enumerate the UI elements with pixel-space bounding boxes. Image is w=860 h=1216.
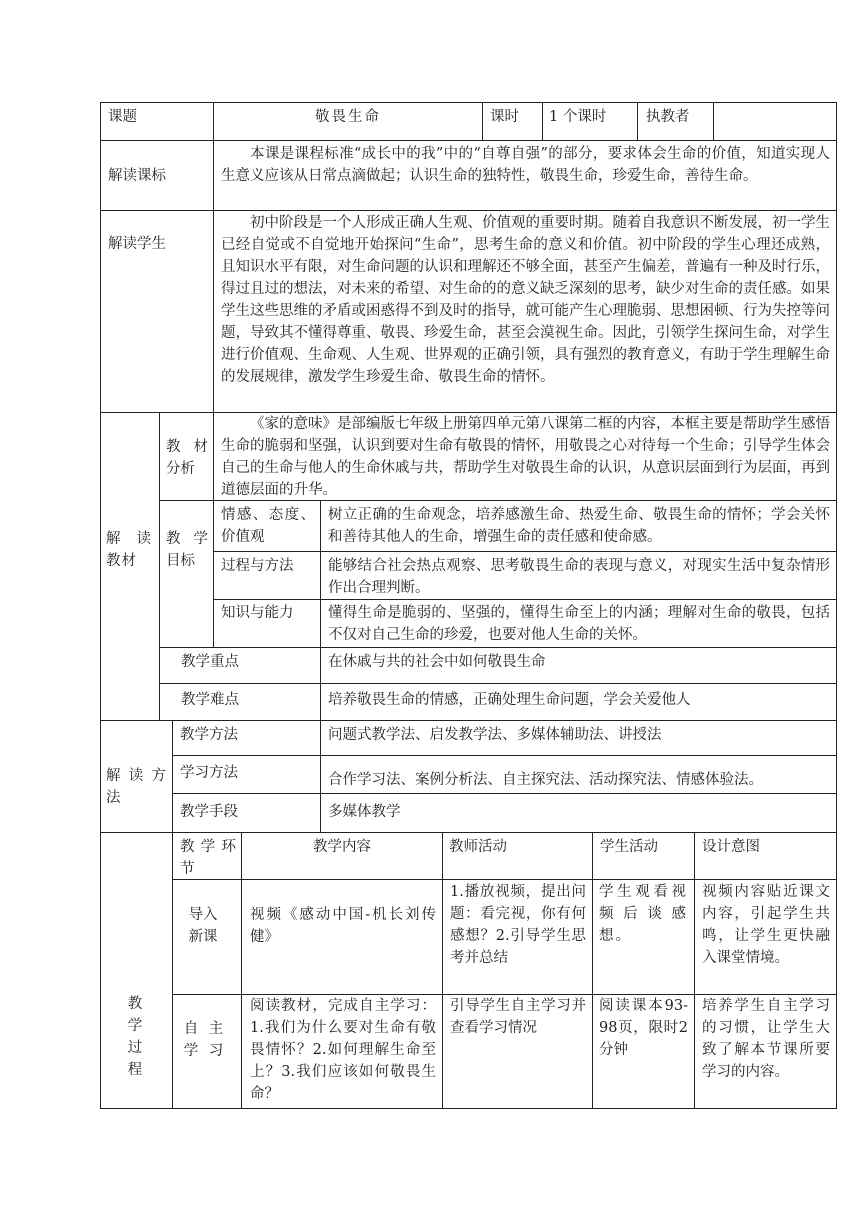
key-label: 教学重点 — [181, 654, 239, 670]
difficult-label: 教学难点 — [181, 692, 239, 708]
students-label: 解读学生 — [108, 236, 166, 252]
method-label: 教学方法 — [180, 727, 238, 743]
method-label: 学习方法 — [180, 765, 238, 781]
analysis-text: 《家的意味》是部编版七年级上册第四单元第八课第二框的内容，本框主要是帮助学生感悟生命的脆弱和坚强，认识到要对生命有敬畏的情怀，用敬畏之心对待每一个生命；引导学生体会自己的生命与他人的生命休戚与共，帮助学生对敬畏生命的认识，从意识层面到行为层面，再到道德层面的升华。 — [221, 416, 830, 498]
hours-label: 课时 — [490, 109, 519, 125]
goals-label: 教 学目标 — [166, 531, 208, 569]
process-header-intent: 设计意图 — [702, 839, 760, 855]
goal-label: 知识与能力 — [221, 605, 294, 621]
process-stage: 自 主学 习 — [183, 1021, 227, 1059]
goal-label: 过程与方法 — [221, 558, 294, 574]
goal-text: 懂得生命是脆弱的、坚强的，懂得生命至上的内涵；理解对生命的敬畏，包括不仅对自己生命的珍爱，也要对他人生命的关怀。 — [328, 605, 830, 643]
key-text: 在休戚与共的社会中如何敬畏生命 — [328, 654, 546, 670]
process-content: 视频《感动中国-机长刘传健》 — [250, 907, 436, 945]
process-stage: 导入新课 — [188, 907, 218, 945]
process-student: 学生观看视频后谈感想。 — [599, 884, 688, 944]
goal-label: 情感、态度、价值观 — [221, 507, 315, 545]
method-label: 教学手段 — [180, 804, 238, 820]
hours-value: 1 个课时 — [549, 109, 607, 125]
process-header-teacher: 教师活动 — [449, 839, 507, 855]
process-teacher: 1.播放视频，提出问题：看完视，你有何感想？2.引导学生思考并总结 — [450, 884, 586, 966]
process-label: 教学过程 — [127, 996, 143, 1078]
process-teacher: 引导学生自主学习并查看学习情况 — [450, 998, 586, 1036]
curriculum-label: 解读课标 — [108, 168, 166, 184]
process-content: 阅读教材，完成自主学习：1.我们为什么要对生命有敬畏情怀？2.如何理解生命至上？3.我们应该如何敬畏生命？ — [250, 998, 436, 1102]
difficult-text: 培养敬畏生命的情感，正确处理生命问题，学会关爱他人 — [328, 692, 691, 708]
students-text: 初中阶段是一个人形成正确人生观、价值观的重要时期。随着自我意识不断发展，初一学生已经自觉或不自觉地开始探问“生命”，思考生命的意义和价值。初中阶段的学生心理还成熟，且知识水平有限，对生命问题的认识和理解还不够全面，甚至产生偏差，普遍有一种及时行乐，得过且过的想法，对未来的希望、对生命的的意义缺乏深刻的思考，缺少对生命的责任感。如果学生这些思维的矛盾或困惑得不到及时的指导，就可能产生心理脆弱、思想困顿、行为失控等问题，导致其不懂得尊重、敬畏、珍爱生命，甚至会漠视生命。因此，引领学生探问生命，对学生进行价值观、生命观、人生观、世界观的正确引领，具有强烈的教育意义，有助于学生理解生命的发展规律，激发学生珍爱生命、敬畏生命的情怀。 — [221, 215, 830, 385]
teacher-label: 执教者 — [646, 109, 690, 125]
process-student: 阅读课本93-98页，限时2分钟 — [599, 998, 688, 1058]
textbook-label: 解 读教材 — [106, 531, 152, 569]
process-header-content: 教学内容 — [313, 839, 371, 855]
process-header-student: 学生活动 — [600, 839, 658, 855]
curriculum-text: 本课是课程标准“成长中的我”中的“自尊自强”的部分，要求体会生命的价值，知道实现人生意义应该从日常点滴做起；认识生命的独特性，敬畏生命，珍爱生命，善待生命。 — [221, 146, 830, 184]
subject-value: 敬畏生命 — [315, 109, 381, 125]
process-intent: 培养学生自主学习的习惯，让学生大致了解本节课所要学习的内容。 — [702, 998, 830, 1080]
subject-label: 课题 — [108, 109, 137, 125]
method-text: 多媒体教学 — [328, 804, 401, 820]
analysis-label: 教 材分析 — [166, 439, 208, 477]
process-intent: 视频内容贴近课文内容，引起学生共鸣，让学生更快融入课堂情境。 — [702, 884, 830, 966]
goal-text: 树立正确的生命观念，培养感激生命、热爱生命、敬畏生命的情怀；学会关怀和善待其他人的生命，增强生命的责任感和使命感。 — [328, 507, 830, 545]
goal-text: 能够结合社会热点观察、思考敬畏生命的表现与意义，对现实生活中复杂情形作出合理判断。 — [328, 558, 830, 596]
methods-label: 解 读 方法 — [106, 768, 166, 806]
process-header-stage: 教学环节 — [180, 839, 236, 877]
method-text: 问题式教学法、启发教学法、多媒体辅助法、讲授法 — [328, 727, 662, 743]
method-text: 合作学习法、案例分析法、自主探究法、活动探究法、情感体验法。 — [328, 772, 763, 788]
